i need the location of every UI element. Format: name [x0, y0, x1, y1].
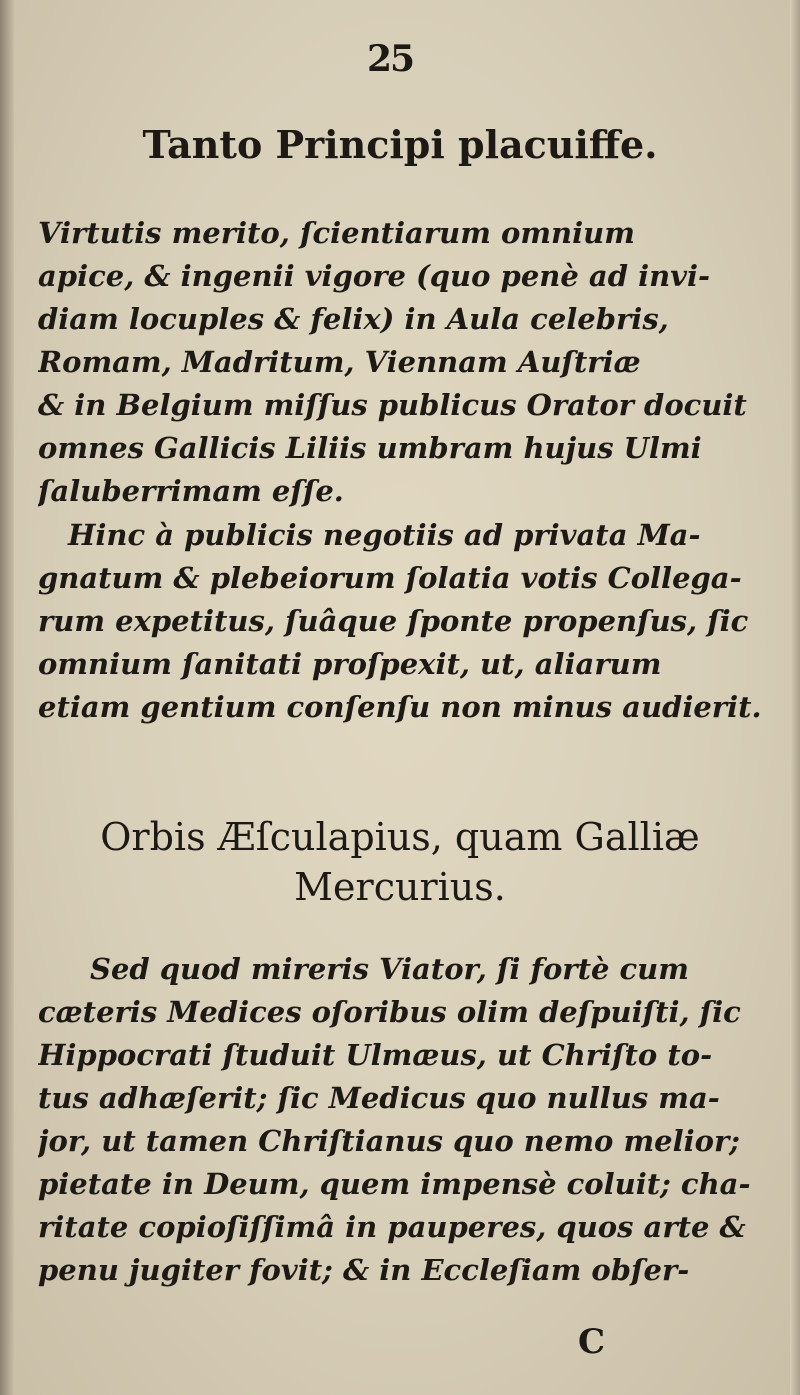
- text-line: apice, & ingenii vigore (quo penè ad invi-: [38, 259, 711, 293]
- text-line: Sed quod mireris Viator, ſi fortè cum: [90, 952, 689, 986]
- text-line: etiam gentium conſenſu non minus audierit.: [38, 690, 762, 724]
- text-line: omnium ſanitati proſpexit, ut, aliarum: [38, 647, 662, 681]
- text-line: ſaluberrimam eſſe.: [38, 474, 344, 508]
- text-line: tus adhæſerit; ſic Medicus quo nullus ma-: [38, 1081, 720, 1115]
- text-line: jor, ut tamen Chriſtianus quo nemo melior;: [38, 1124, 740, 1158]
- heading-line: Orbis Æſculapius, quam Galliæ: [100, 815, 700, 859]
- catchword: C: [578, 1322, 606, 1362]
- text-line: cæteris Medices oſoribus olim deſpuiſti, ſic: [38, 995, 741, 1029]
- text-line: Hippocrati ſtuduit Ulmæus, ut Chriſto to-: [38, 1038, 713, 1072]
- paragraph-2: [38, 514, 764, 729]
- section-heading-2: [60, 812, 740, 912]
- text-line: Romam, Madritum, Viennam Auſtriæ: [38, 345, 641, 379]
- text-line: & in Belgium miſſus publicus Orator docuit: [38, 388, 747, 422]
- text-line: ritate copioſiſſimâ in pauperes, quos arte &: [38, 1210, 746, 1244]
- text-line: rum expetitus, ſuâque ſponte propenſus, ſic: [38, 604, 749, 638]
- section-heading: Tanto Principi placuiffe.: [142, 122, 658, 167]
- text-line: gnatum & plebeiorum ſolatia votis Collega-: [38, 561, 742, 595]
- text-line: diam locuples & felix) in Aula celebris,: [38, 302, 669, 336]
- text-line: pietate in Deum, quem impensè coluit; cha-: [38, 1167, 751, 1201]
- page-edge-shadow: [790, 0, 800, 1395]
- page-number: 25: [366, 38, 414, 80]
- page-gutter-shadow: [0, 0, 14, 1395]
- text-line: omnes Gallicis Liliis umbram hujus Ulmi: [38, 431, 702, 465]
- text-line: Virtutis merito, ſcientiarum omnium: [38, 216, 635, 250]
- heading-line: Mercurius.: [294, 865, 506, 909]
- paragraph-1: [38, 212, 764, 513]
- text-line: penu jugiter fovit; & in Eccleſiam obſer-: [38, 1253, 690, 1287]
- paragraph-3: [38, 948, 764, 1292]
- text-line: Hinc à publicis negotiis ad privata Ma-: [68, 518, 701, 552]
